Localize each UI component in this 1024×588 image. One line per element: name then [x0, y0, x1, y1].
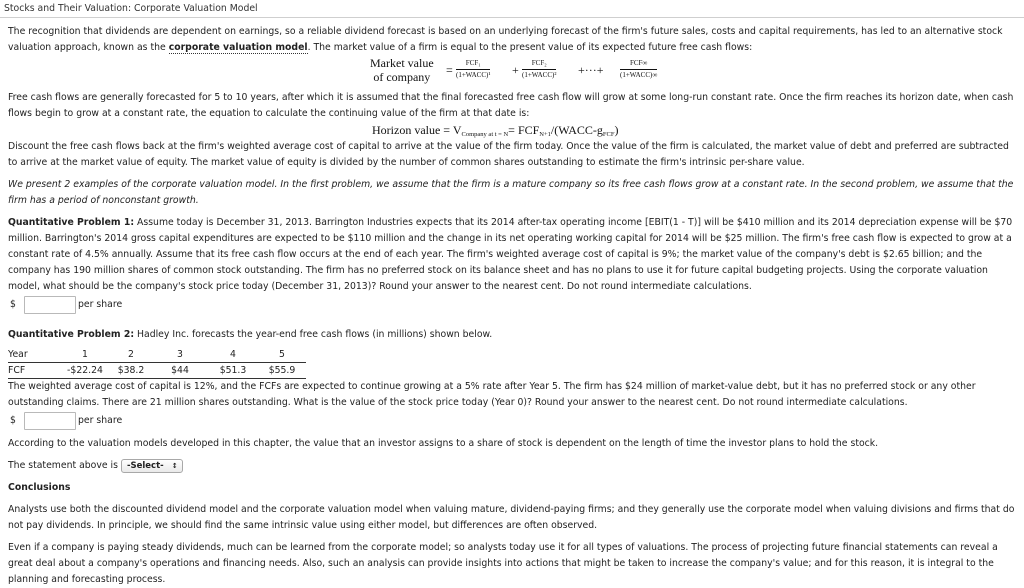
fraction-3-numerator: FCF∞ — [620, 58, 657, 70]
discount-paragraph: Discount the free cash flows back at the firm's weighted average cost of capital to arrive at the value of the firm today. Once the value of the firm is calculated, the market value of debt and preferred are subtracted to arrive at the market value of equity. The market value of equity is divided by the number of common shares outstanding to estimate the firm's intrinsic per-share value. — [8, 141, 1009, 168]
fraction-2-denominator: (1+WACC)² — [522, 71, 557, 79]
problem-1-text — [8, 215, 1016, 295]
problem-2-details: The weighted average cost of capital is 12%, and the FCFs are expected to continue growing at a 5% rate after Year 5. The firm has $24 million of market-value debt, but it has no preferred stock or any other outstanding claims. There are 21 million shares outstanding. What is the value of the stock price today (Year 0)? Round your answer to the nearest cent. Do not round intermediate calculations. — [8, 381, 976, 408]
conclusions-paragraph-1: Analysts use both the discounted dividend model and the corporate valuation model when valuing mature, dividend-paying firms; and they generally use the corporate model when valuing divisions and firms that do not pay dividends. In principle, we should find the same intrinsic value using either model, but differences are often observed. — [8, 504, 1015, 531]
per-share-label: per share — [78, 299, 123, 310]
currency-symbol: $ — [10, 415, 16, 426]
plus-ellipsis: +···+ — [578, 63, 604, 77]
table-cell: $55.9 — [262, 363, 306, 379]
table-cell: 4 — [208, 347, 262, 363]
statement-text: According to the valuation models developed in this chapter, the value that an investor assigns to a share of stock is dependent on the length of time the investor plans to hold the stock. — [8, 438, 879, 449]
problem-2-text — [8, 327, 1016, 343]
horizon-value-equation — [8, 122, 1016, 139]
table-cell: $51.3 — [208, 363, 262, 379]
table-header-row — [8, 347, 306, 363]
horizon-lhs: Horizon value = V — [372, 123, 462, 137]
plus-sign: + — [512, 63, 519, 77]
problem-2-label: Quantitative Problem 2: — [8, 329, 135, 340]
table-cell: Year — [8, 347, 64, 363]
fraction-1-denominator: (1+WACC)¹ — [456, 71, 491, 79]
fraction-2 — [522, 58, 556, 81]
table-cell: FCF — [8, 363, 64, 379]
fcf-table — [8, 347, 306, 379]
problem-1-label: Quantitative Problem 1: — [8, 217, 135, 228]
glossary-term-link[interactable]: corporate valuation model — [168, 42, 308, 53]
forecast-paragraph: Free cash flows are generally forecasted for 5 to 10 years, after which it is assumed that the final forecasted free cash flow will grow at some long-run constant rate. Once the firm reaches its horizon date, when cash flows begin to grow at a constant rate, the equation to calculate the continuing value of the firm at that date is: — [8, 92, 1014, 119]
page-header — [0, 0, 1024, 18]
horizon-sub: Company at t = N — [461, 131, 509, 138]
fraction-1 — [456, 58, 490, 81]
examples-paragraph: We present 2 examples of the corporate valuation model. In the first problem, we assume that the firm is a mature company so its free cash flows grow at a constant rate. In the second problem, we assume that the firm has a period of nonconstant growth. — [8, 179, 1014, 206]
problem-1-body: Assume today is December 31, 2013. Barrington Industries expects that its 2014 after-tax operating income [EBIT(1 - T)] will be $410 million and its 2014 depreciation expense will be $70 million. Barrington's 2014 gross capital expenditures are expected to be $110 million and the change in its net operating working capital for 2014 will be $25 million. The firm's free cash flow is expected to grow at a constant rate of 4.5% annually. Assume that its free cash flow occurs at the end of each year. The firm's weighted average cost of capital is 9%; the market value of the company's debt is $2.65 billion; and the company has 190 million shares of common stock outstanding. The firm has no preferred stock on its balance sheet and has no plans to use it for future capital budgeting projects. Using the corporate valuation model, what should be the company's stock price today (December 31, 2013)? Round your answer to the nearest cent. Do not round intermediate calculations. — [8, 217, 1013, 292]
problem-2-body: Hadley Inc. forecasts the year-end free cash flows (in millions) shown below. — [134, 329, 493, 340]
fraction-1-numerator: FCF₁ — [456, 58, 490, 70]
table-row — [8, 363, 306, 379]
horizon-sub2: N+1 — [539, 131, 551, 138]
table-cell: $44 — [156, 363, 208, 379]
conclusions-paragraph-2: Even if a company is paying steady dividends, much can be learned from the corporate model; so analysts today use it for all types of valuations. The process of projecting future financial statements can reveal a great deal about a company's operations and financing needs. Also, such an analysis can provide insights into actions that might be taken to increase the company's value; and for this reason, it is integral to the planning and forecasting process. — [8, 542, 998, 585]
table-cell: $38.2 — [110, 363, 156, 379]
problem-2-answer-row — [8, 412, 1016, 430]
horizon-close: ) — [614, 123, 619, 137]
horizon-tail: /(WACC-g — [550, 123, 603, 137]
select-arrow-icon: ↕ — [171, 461, 178, 470]
page-title: Stocks and Their Valuation: Corporate Valuation Model — [4, 3, 258, 14]
currency-symbol: $ — [10, 299, 16, 310]
problem-1-answer-row — [8, 296, 1016, 314]
statement-prompt: The statement above is — [8, 460, 118, 471]
equals-sign: = — [446, 63, 453, 77]
intro-text-end: . The market value of a firm is equal to the present value of its expected future free cash flows: — [307, 42, 753, 53]
equation-lhs-line1: Market value — [370, 56, 434, 70]
problem-2-answer-input[interactable] — [24, 412, 76, 430]
per-share-label: per share — [78, 415, 123, 426]
horizon-rhs: = FCF — [508, 123, 540, 137]
table-cell: 2 — [110, 347, 156, 363]
equation-lhs — [370, 56, 434, 84]
fraction-3-denominator: (1+WACC)∞ — [620, 71, 658, 79]
conclusions-heading: Conclusions — [8, 482, 71, 493]
table-cell: -$22.24 — [64, 363, 110, 379]
fraction-2-numerator: FCF₂ — [522, 58, 556, 70]
statement-prompt-row — [8, 458, 1016, 474]
market-value-equation — [8, 56, 1016, 90]
intro-paragraph — [8, 24, 1016, 56]
equation-lhs-line2: of company — [373, 70, 431, 84]
problem-1-answer-input[interactable] — [24, 296, 76, 314]
table-cell: 3 — [156, 347, 208, 363]
select-value: -Select- — [126, 460, 164, 471]
statement-select[interactable] — [121, 459, 183, 473]
table-cell: 5 — [262, 347, 306, 363]
intro-text: The recognition that dividends are dependent on earnings, so a reliable dividend forecast is based on an underlying forecast of the firm's future sales, costs and capital requirements, has led to an alternative stock valuation approach, known as the — [8, 26, 1003, 53]
table-cell: 1 — [64, 347, 110, 363]
main-content — [8, 24, 1016, 588]
fraction-3 — [620, 58, 657, 81]
horizon-sub3: FCF — [602, 131, 615, 138]
